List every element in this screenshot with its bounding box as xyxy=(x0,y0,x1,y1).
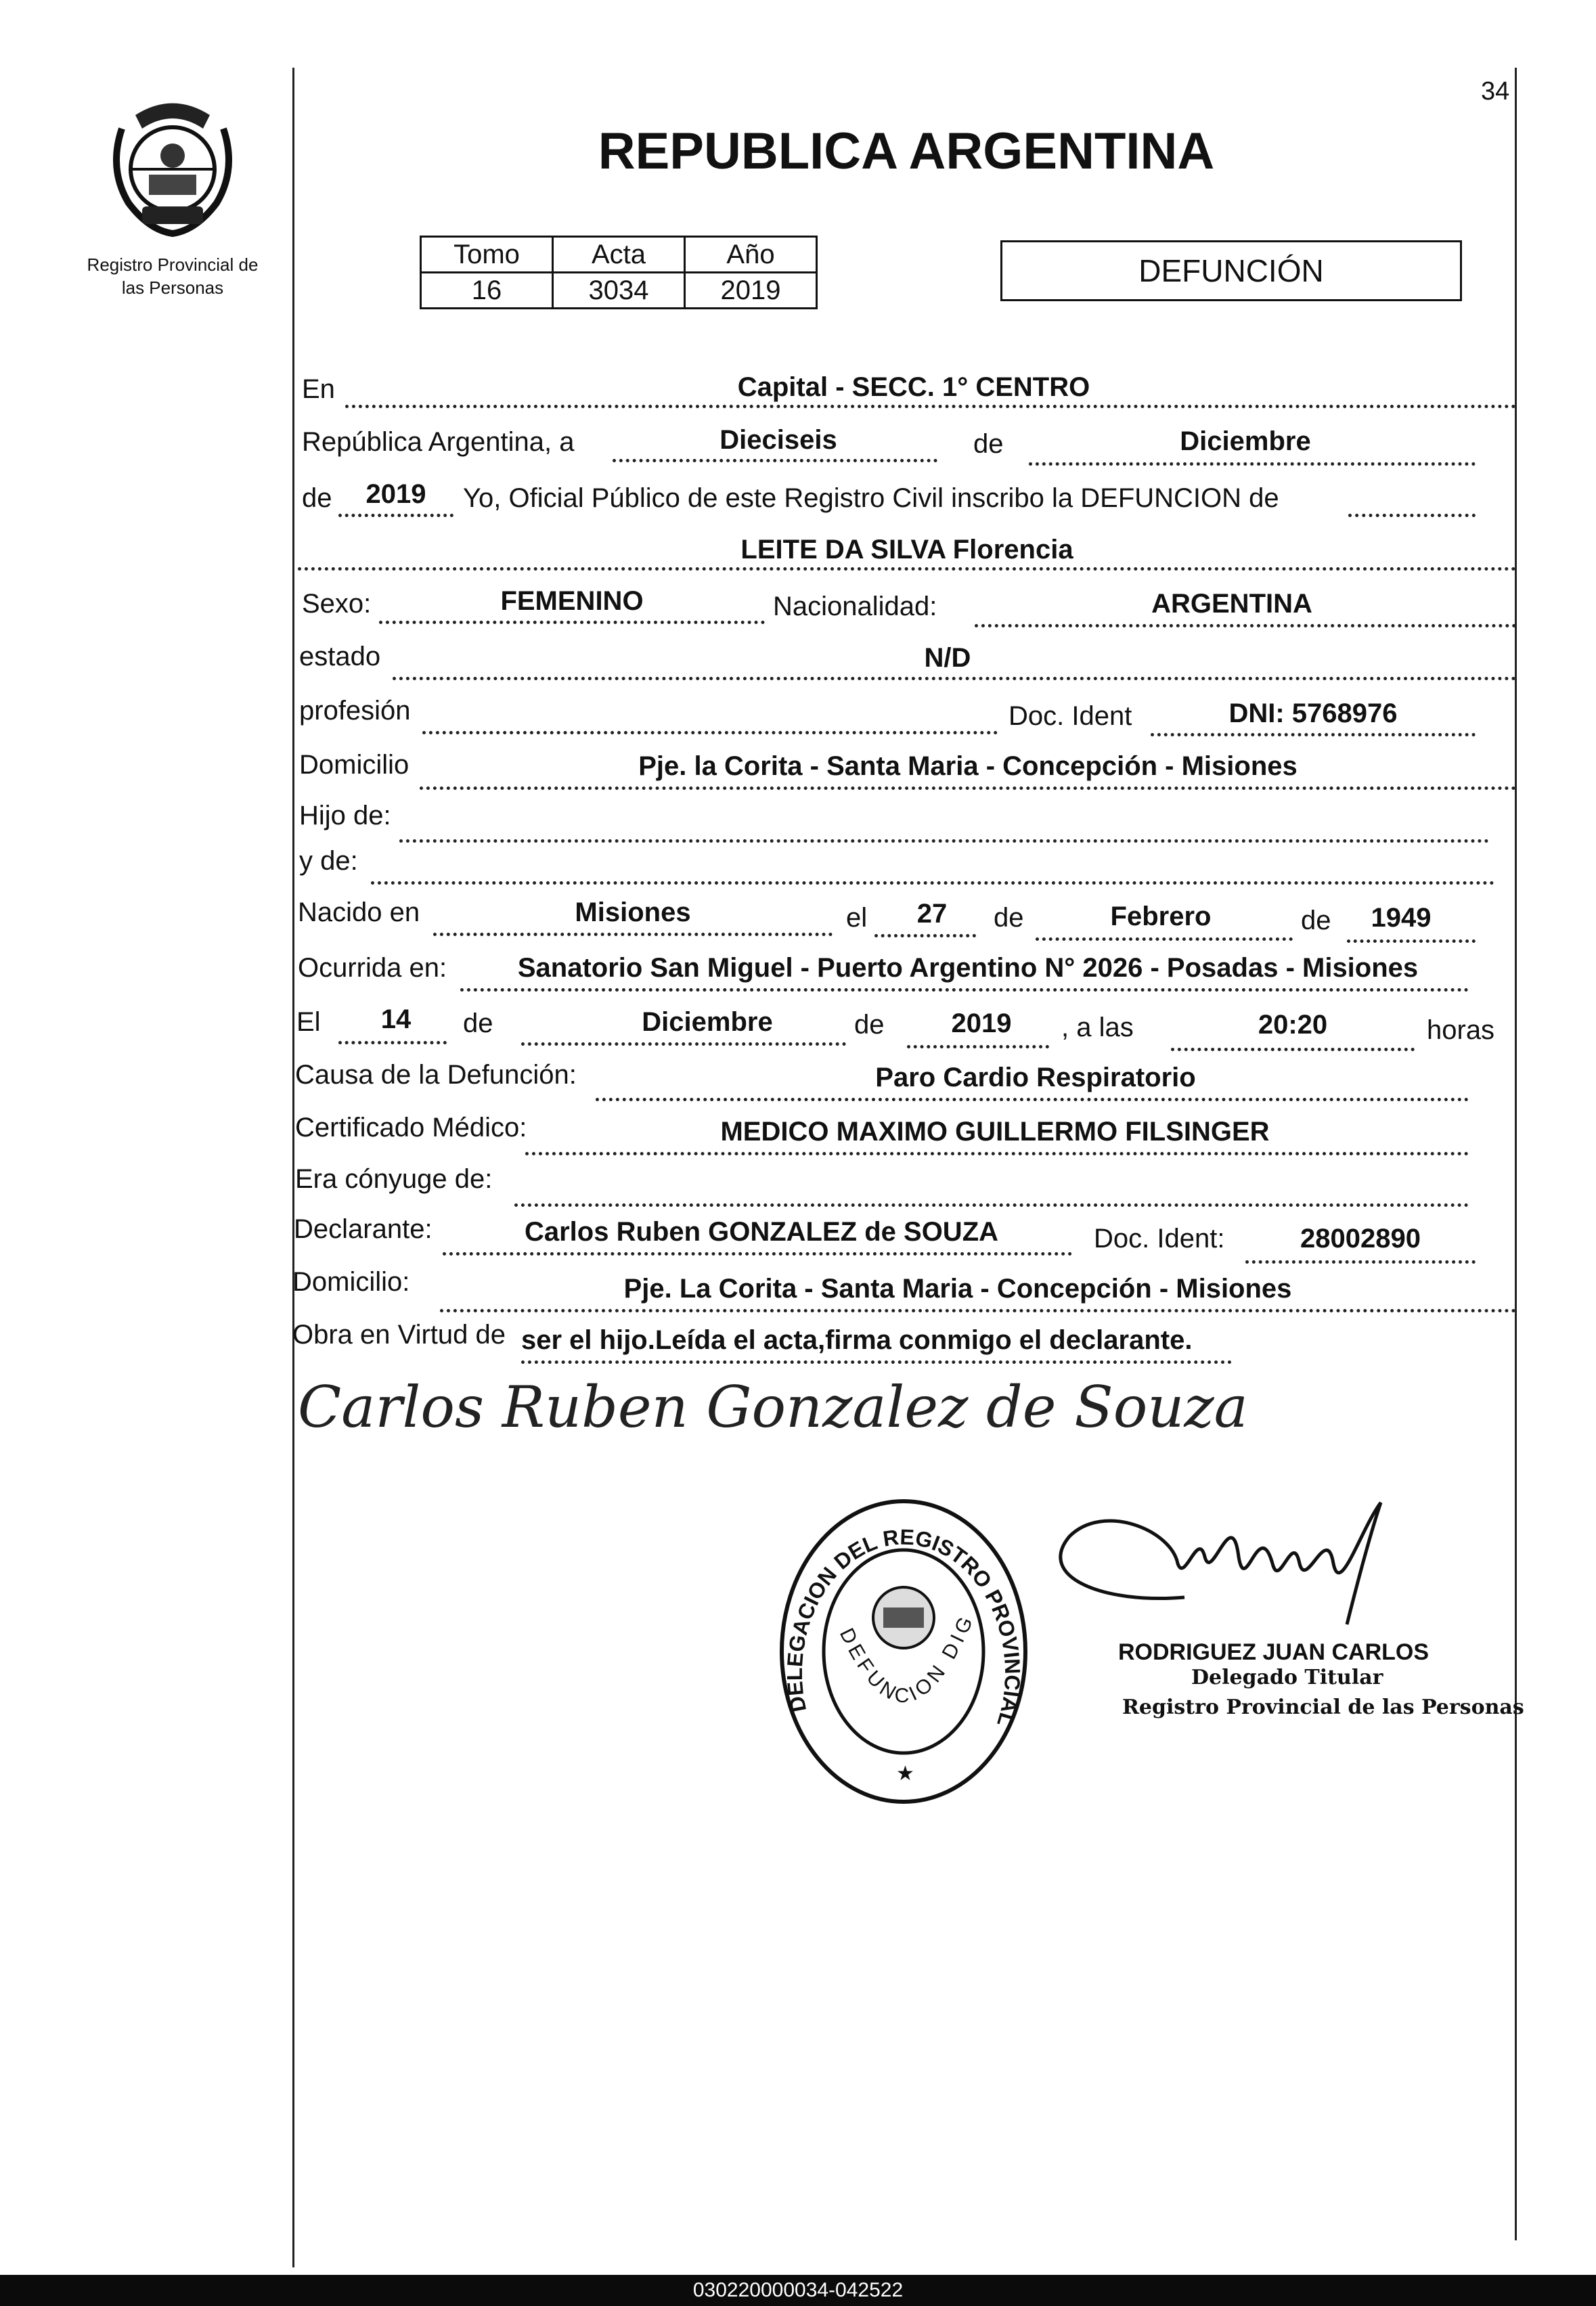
domicilio-value: Pje. la Corita - Santa Maria - Concepción - Misiones xyxy=(638,751,1298,781)
registry-name-line2: las Personas xyxy=(121,278,224,298)
birth-day-line xyxy=(874,934,976,937)
de2-label: de xyxy=(302,483,332,513)
tomo-value: 16 xyxy=(421,273,553,309)
anio-value: 2019 xyxy=(685,273,817,309)
death-day-line xyxy=(338,1041,447,1044)
obra-value: ser el hijo.Leída el acta,firma conmigo el declarante. xyxy=(521,1325,1193,1355)
ocurrida-line xyxy=(460,988,1469,992)
official-stamp xyxy=(772,1496,1036,1807)
el-label: el xyxy=(846,903,868,933)
doc-ident-label: Doc. Ident xyxy=(1008,701,1132,731)
profesion-line xyxy=(422,731,998,734)
official-name: RODRIGUEZ JUAN CARLOS xyxy=(1118,1639,1429,1665)
certificado-label: Certificado Médico: xyxy=(295,1113,527,1143)
nacionalidad-line xyxy=(975,624,1516,627)
birth-year-line xyxy=(1347,939,1476,943)
right-border xyxy=(1515,68,1517,2240)
hijo-line xyxy=(399,839,1489,843)
declarante-label: Declarante: xyxy=(294,1214,433,1244)
causa-label: Causa de la Defunción: xyxy=(295,1060,577,1090)
month-value: Diciembre xyxy=(1180,426,1311,456)
declarante-value: Carlos Ruben GONZALEZ de SOUZA xyxy=(524,1217,999,1247)
deceased-name: LEITE DA SILVA Florencia xyxy=(740,535,1073,564)
doc-ident2-label: Doc. Ident: xyxy=(1094,1224,1225,1254)
death-time-line xyxy=(1171,1048,1415,1051)
causa-line xyxy=(596,1098,1469,1101)
death-year: 2019 xyxy=(951,1008,1012,1038)
domicilio-line xyxy=(420,786,1516,790)
name-line xyxy=(298,567,1516,571)
de-label: de xyxy=(973,429,1004,459)
page-title: REPUBLICA ARGENTINA xyxy=(598,123,1215,180)
conyuge-label: Era cónyuge de: xyxy=(295,1164,493,1194)
death-month: Diciembre xyxy=(642,1007,773,1037)
official-line xyxy=(1348,514,1476,517)
left-margin-line xyxy=(292,68,294,2267)
certificado-line xyxy=(525,1152,1469,1155)
death-year-line xyxy=(907,1045,1049,1048)
estado-label: estado xyxy=(299,642,381,671)
year-value: 2019 xyxy=(365,479,426,509)
doc-ident-line xyxy=(1151,733,1476,736)
nacionalidad-label: Nacionalidad: xyxy=(773,592,937,621)
conyuge-line xyxy=(514,1203,1469,1207)
document-code-footer: 030220000034-042522 xyxy=(0,2275,1596,2306)
en-label: En xyxy=(302,374,335,404)
causa-value: Paro Cardio Respiratorio xyxy=(875,1063,1196,1092)
svg-text:DELEGACION DEL REGISTRO PROVIN: DELEGACION DEL REGISTRO PROVINCIAL xyxy=(782,1524,1025,1729)
anio-header: Año xyxy=(685,237,817,273)
en-value: Capital - SECC. 1° CENTRO xyxy=(737,372,1090,402)
domicilio-label: Domicilio xyxy=(299,750,409,780)
declarante-line xyxy=(443,1252,1072,1256)
nacionalidad-value: ARGENTINA xyxy=(1151,589,1312,619)
record-type-box: DEFUNCIÓN xyxy=(1000,240,1462,301)
estado-value: N/D xyxy=(924,643,971,673)
birth-year: 1949 xyxy=(1371,903,1432,933)
death-month-line xyxy=(521,1042,846,1046)
el2-label: El xyxy=(296,1007,321,1037)
yde-line xyxy=(371,881,1494,885)
year-line xyxy=(338,514,453,517)
nacido-value: Misiones xyxy=(575,897,691,927)
day-line xyxy=(613,459,937,462)
de4-label: de xyxy=(1301,906,1331,935)
sexo-line xyxy=(379,621,765,624)
ocurrida-value: Sanatorio San Miguel - Puerto Argentino N° 2026 - Posadas - Misiones xyxy=(517,953,1419,983)
svg-text:DEFUNCION DIGITAL: DEFUNCION DIG xyxy=(835,1610,979,1708)
ocurrida-label: Ocurrida en: xyxy=(298,953,447,983)
yde-label: y de: xyxy=(299,846,358,876)
declarant-signature: Carlos Ruben Gonzalez de Souza xyxy=(298,1374,1248,1440)
doc-ident2-line xyxy=(1245,1260,1476,1264)
domicilio2-line xyxy=(440,1309,1516,1312)
death-time: 20:20 xyxy=(1258,1010,1328,1040)
horas-label: horas xyxy=(1427,1015,1495,1045)
official-text: Yo, Oficial Público de este Registro Civil inscribo la DEFUNCION de xyxy=(463,483,1279,513)
certificado-value: MEDICO MAXIMO GUILLERMO FILSINGER xyxy=(720,1117,1270,1147)
alas-label: , a las xyxy=(1061,1013,1134,1042)
official-registry: Registro Provincial de las Personas xyxy=(1122,1695,1524,1719)
birth-month: Febrero xyxy=(1110,902,1212,931)
nacido-line xyxy=(433,933,833,936)
de6-label: de xyxy=(854,1010,885,1040)
obra-line xyxy=(521,1360,1232,1364)
sexo-label: Sexo: xyxy=(302,589,372,619)
domicilio2-value: Pje. La Corita - Santa Maria - Concepción - Misiones xyxy=(623,1274,1292,1304)
month-line xyxy=(1029,462,1476,466)
sexo-value: FEMENINO xyxy=(500,586,644,616)
domicilio2-label: Domicilio: xyxy=(292,1267,410,1297)
birth-month-line xyxy=(1036,937,1293,941)
doc-ident2-value: 28002890 xyxy=(1300,1224,1421,1254)
en-line xyxy=(345,405,1516,408)
acta-table xyxy=(420,236,818,309)
nacido-label: Nacido en xyxy=(298,897,420,927)
birth-day: 27 xyxy=(916,899,948,929)
de5-label: de xyxy=(463,1008,493,1038)
acta-value: 3034 xyxy=(553,273,685,309)
de3-label: de xyxy=(994,903,1024,933)
hijo-label: Hijo de: xyxy=(299,801,391,830)
obra-label: Obra en Virtud de xyxy=(292,1320,506,1350)
acta-header: Acta xyxy=(553,237,685,273)
day-value: Dieciseis xyxy=(719,425,837,455)
tomo-header: Tomo xyxy=(421,237,553,273)
estado-line xyxy=(393,677,1516,680)
official-title: Delegado Titular xyxy=(1191,1666,1383,1689)
page-number: 34 xyxy=(1481,77,1510,106)
republica-label: República Argentina, a xyxy=(302,427,575,457)
registry-name-line1: Registro Provincial de xyxy=(87,254,259,275)
official-signature xyxy=(1029,1489,1408,1638)
doc-ident-value: DNI: 5768976 xyxy=(1228,699,1398,728)
death-day: 14 xyxy=(380,1004,412,1034)
svg-text:★: ★ xyxy=(896,1762,914,1785)
profesion-label: profesión xyxy=(299,696,411,726)
